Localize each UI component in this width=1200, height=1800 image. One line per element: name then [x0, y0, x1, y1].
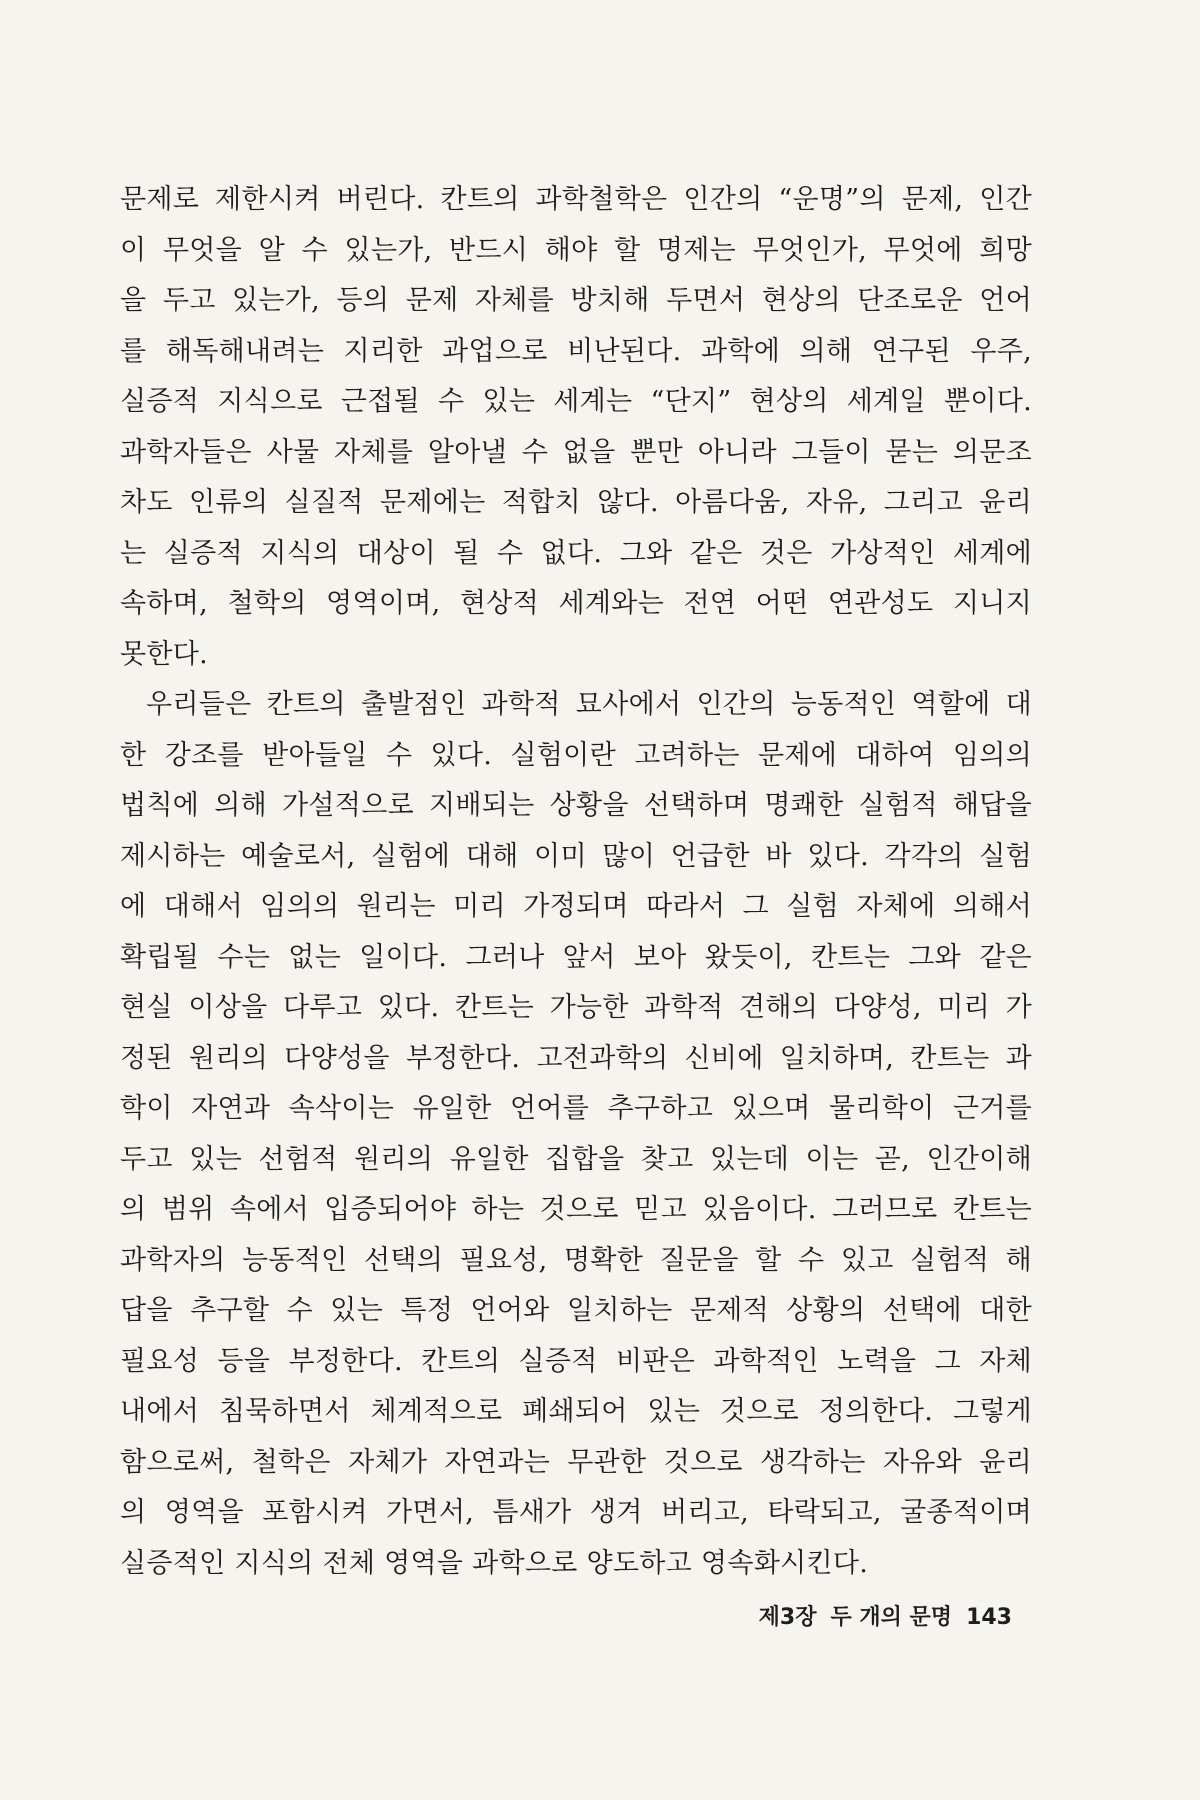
text-line: 우리들은 칸트의 출발점인 과학적 묘사에서 인간의 능동적인 역할에 대	[146, 689, 1032, 720]
text-line: 에 대해서 임의의 원리는 미리 가정되며 따라서 그 실험 자체에 의해서	[120, 891, 1032, 922]
text-line: 는 실증적 지식의 대상이 될 수 없다. 그와 같은 것은 가상적인 세계에	[120, 537, 1032, 569]
text-line: 과학자의 능동적인 선택의 필요성, 명확한 질문을 할 수 있고 실험적 해	[120, 1244, 1032, 1276]
text-line: 못한다.	[120, 638, 209, 670]
text-line: 정된 원리의 다양성을 부정한다. 고전과학의 신비에 일치하며, 칸트는 과	[120, 1042, 1032, 1074]
text-line: 을 두고 있는가, 등의 문제 자체를 방치해 두면서 현상의 단조로운 언어	[120, 285, 1032, 316]
paragraph-1	[120, 175, 1032, 680]
body-text	[120, 175, 1032, 1589]
text-line: 두고 있는 선험적 원리의 유일한 집합을 찾고 있는데 이는 곧, 인간이해	[120, 1143, 1032, 1175]
text-line: 과학자들은 사물 자체를 알아낼 수 없을 뿐만 아니라 그들이 묻는 의문조	[120, 436, 1032, 468]
text-line: 차도 인류의 실질적 문제에는 적합치 않다. 아름다움, 자유, 그리고 윤리	[120, 487, 1032, 518]
text-line: 현실 이상을 다루고 있다. 칸트는 가능한 과학적 견해의 다양성, 미리 가	[120, 992, 1032, 1023]
text-line: 학이 자연과 속삭이는 유일한 언어를 추구하고 있으며 물리학이 근거를	[120, 1093, 1032, 1124]
text-line: 실증적 지식으로 근접될 수 있는 세계는 “단지” 현상의 세계일 뿐이다.	[120, 386, 1032, 417]
paragraph-2	[120, 680, 1032, 1589]
text-line: 확립될 수는 없는 일이다. 그러나 앞서 보아 왔듯이, 칸트는 그와 같은	[120, 941, 1032, 973]
chapter-label: 제3장	[758, 1605, 817, 1630]
chapter-title: 두 개의 문명	[830, 1605, 953, 1630]
text-line: 의 범위 속에서 입증되어야 하는 것으로 믿고 있음이다. 그러므로 칸트는	[120, 1194, 1032, 1225]
text-line: 의 영역을 포함시켜 가면서, 틈새가 생겨 버리고, 타락되고, 굴종적이며	[120, 1497, 1032, 1528]
text-line: 내에서 침묵하면서 체계적으로 폐쇄되어 있는 것으로 정의한다. 그렇게	[120, 1396, 1032, 1427]
text-line: 실증적인 지식의 전체 영역을 과학으로 양도하고 영속화시킨다.	[120, 1547, 869, 1579]
text-line: 한 강조를 받아들일 수 있다. 실험이란 고려하는 문제에 대하여 임의의	[120, 739, 1032, 771]
text-line: 속하며, 철학의 영역이며, 현상적 세계와는 전연 어떤 연관성도 지니지	[120, 588, 1032, 619]
text-line: 이 무엇을 알 수 있는가, 반드시 해야 할 명제는 무엇인가, 무엇에 희망	[120, 234, 1032, 266]
text-line: 법칙에 의해 가설적으로 지배되는 상황을 선택하며 명쾌한 실험적 해답을	[120, 790, 1032, 821]
page-number: 143	[966, 1605, 1012, 1630]
text-line: 함으로써, 철학은 자체가 자연과는 무관한 것으로 생각하는 자유와 윤리	[120, 1446, 1032, 1478]
text-line: 필요성 등을 부정한다. 칸트의 실증적 비판은 과학적인 노력을 그 자체	[120, 1345, 1032, 1377]
running-footer	[740, 1600, 1012, 1631]
text-line: 제시하는 예술로서, 실험에 대해 이미 많이 언급한 바 있다. 각각의 실험	[120, 840, 1032, 872]
text-line: 를 해독해내려는 지리한 과업으로 비난된다. 과학에 의해 연구된 우주,	[120, 335, 1032, 367]
text-line: 문제로 제한시켜 버린다. 칸트의 과학철학은 인간의 “운명”의 문제, 인간	[120, 184, 1032, 215]
text-line: 답을 추구할 수 있는 특정 언어와 일치하는 문제적 상황의 선택에 대한	[120, 1295, 1032, 1326]
